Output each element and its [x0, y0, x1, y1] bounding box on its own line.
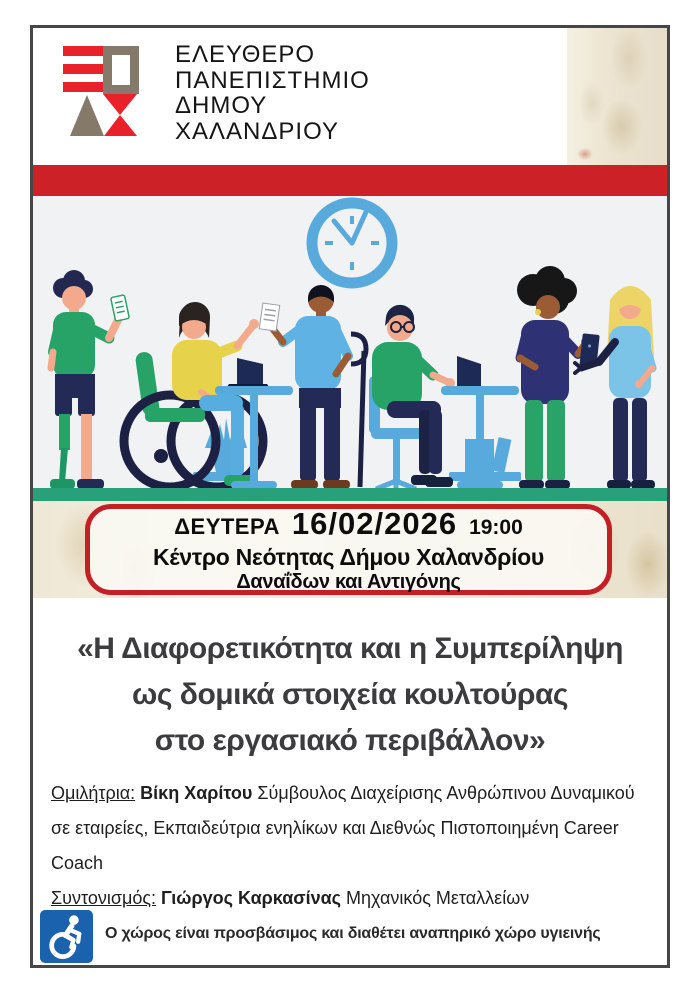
accessibility-icon [39, 910, 94, 963]
fresco-background-top-right [567, 28, 667, 165]
event-address: Δαναΐδων και Αντιγόνης [236, 570, 461, 593]
university-logo-icon [63, 38, 145, 144]
person-tablet [517, 266, 600, 489]
moderator-description: Μηχανικός Μεταλλείων [346, 888, 530, 908]
accessibility-row [39, 910, 659, 963]
org-name-line: ΠΑΝΕΠΙΣΤΗΜΙΟ [175, 66, 370, 94]
org-name-line: ΕΛΕΥΘΕΡΟ [175, 41, 316, 68]
event-details-box [85, 504, 612, 595]
speaker-label: Ομιλήτρια: [51, 783, 136, 803]
person-phone-prosthetic-leg [50, 270, 129, 489]
illustration-canvas [33, 196, 667, 501]
event-venue: Κέντρο Νεότητας Δήμου Χαλανδρίου [152, 543, 545, 570]
paper-icon [259, 303, 279, 331]
red-divider-band [33, 165, 667, 196]
event-title-line: στο εργασιακό περιβάλλον» [154, 724, 546, 757]
moderator-name: Γιώργος Καρκασίνας [161, 888, 342, 908]
phone-icon [111, 295, 130, 321]
event-poster [30, 25, 670, 968]
accessibility-note: Ο χώρος είναι προσβάσιμος και διαθέτει αναπηρικό χώρο υγιεινής [105, 925, 601, 942]
fresco-background-strip [33, 501, 667, 598]
person-seated-desk [369, 305, 455, 490]
event-title-line: «Η Διαφορετικότητα και η Συμπερίληψη [77, 632, 623, 665]
event-date: 16/02/2026 [291, 505, 458, 541]
desk-laptop [441, 356, 519, 489]
speaker-description: Σύμβουλος Διαχείρισης Ανθρώπινου Δυναμικού σε εταιρείες, Εκπαιδεύτρια ενηλίκων και Διεθνώς Πιστοποιημένη Career Coach [51, 783, 635, 873]
clock-icon [312, 203, 392, 283]
header [33, 28, 667, 165]
inclusive-workplace-illustration [33, 196, 667, 501]
event-title-line: ως δομικά στοιχεία κουλτούρας [132, 678, 568, 711]
org-name-line: ΧΑΛΑΝΔΡΙΟΥ [175, 117, 339, 145]
org-name-line: ΔΗΜΟΥ [175, 92, 268, 119]
speaker-name: Βίκη Χαρίτου [140, 783, 253, 803]
event-time: 19:00 [469, 515, 523, 539]
speakers-section [51, 776, 651, 916]
person-prosthetic-arm [575, 286, 655, 489]
event-title [33, 626, 667, 764]
moderator-label: Συντονισμός: [51, 888, 157, 908]
organization-name [175, 42, 370, 144]
books-icon [449, 437, 521, 481]
speaker-paragraph [51, 776, 651, 881]
floor-line [33, 488, 667, 501]
event-day: ΔΕΥΤΕΡΑ [174, 513, 280, 539]
event-datetime [174, 506, 523, 542]
